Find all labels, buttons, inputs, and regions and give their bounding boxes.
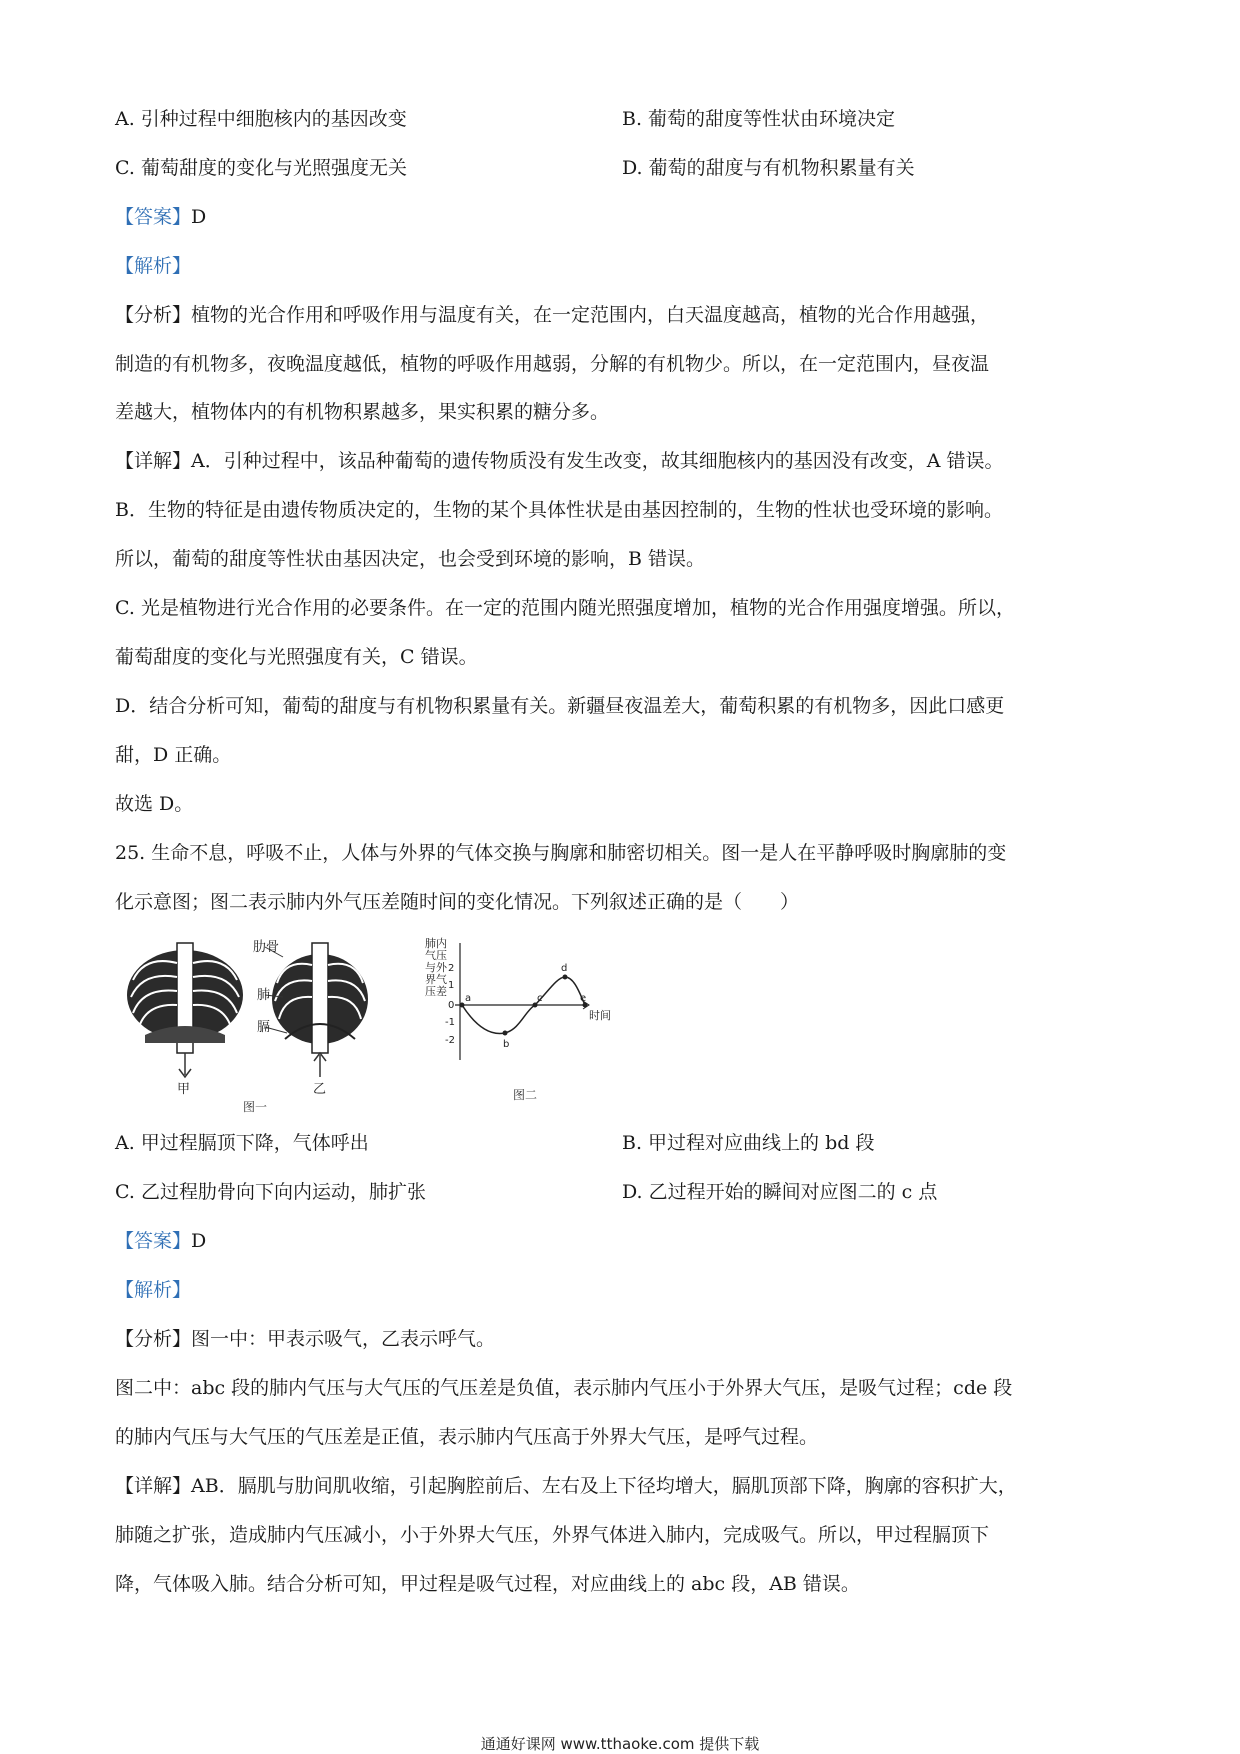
q24-fenxi-line-1: 【分析】植物的光合作用和呼吸作用与温度有关，在一定范围内，白天温度越高，植物的光合作用越强， <box>115 304 990 326</box>
q24-option-a: A. 引种过程中细胞核内的基因改变 <box>115 108 407 130</box>
q25-analysis-tag: 【解析】 <box>115 1279 192 1301</box>
xlabel: 时间 <box>589 1009 611 1022</box>
point-a <box>460 1003 465 1008</box>
q24-xiangjie-line-4: C. 光是植物进行光合作用的必要条件。在一定的范围内随光照强度增加，植物的光合作用强度增强。所以， <box>115 597 1015 619</box>
q24-option-d: D. 葡萄的甜度与有机物积累量有关 <box>622 157 915 179</box>
q25-option-d: D. 乙过程开始的瞬间对应图二的 c 点 <box>622 1181 938 1203</box>
answer-tag: 【答案】 <box>115 1230 192 1252</box>
q25-fenxi2-line-1: 图二中：abc 段的肺内气压与大气压的气压差是负值，表示肺内气压小于外界大气压，是吸气过程；cde 段 <box>115 1377 1013 1399</box>
q24-conclusion: 故选 D。 <box>115 793 194 815</box>
ylabel-3: 与外 <box>425 961 447 974</box>
q24-option-c: C. 葡萄甜度的变化与光照强度无关 <box>115 157 407 179</box>
ylabel-4: 界气 <box>425 973 447 986</box>
tick-neg1: -1 <box>445 1017 455 1028</box>
answer-value: D <box>191 1230 207 1252</box>
ylabel-5: 压差 <box>425 985 447 998</box>
label-rib: 肋骨 <box>253 940 280 955</box>
q24-option-b: B. 葡萄的甜度等性状由环境决定 <box>622 108 896 130</box>
q24-fenxi-line-2: 制造的有机物多，夜晚温度越低，植物的呼吸作用越弱，分解的有机物少。所以，在一定范围内，昼夜温 <box>115 353 990 375</box>
label-jia: 甲 <box>177 1082 191 1097</box>
q25-stem-line-1: 25. 生命不息，呼吸不止，人体与外界的气体交换与胸廓和肺密切相关。图一是人在平静呼吸时胸廓肺的变 <box>115 842 1007 864</box>
q24-analysis-tag: 【解析】 <box>115 255 192 277</box>
point-e-label: e <box>580 993 587 1004</box>
q24-xiangjie-line-1: 【详解】A．引种过程中，该品种葡萄的遗传物质没有发生改变，故其细胞核内的基因没有改变，A 错误。 <box>115 450 1004 472</box>
q24-answer <box>115 203 206 231</box>
ribcage-yi-illustration <box>272 943 368 1077</box>
point-a-label: a <box>465 993 472 1004</box>
q25-option-c: C. 乙过程肋骨向下向内运动，肺扩张 <box>115 1181 426 1203</box>
tick-0: 0 <box>448 1000 455 1011</box>
label-lung: 肺 <box>257 988 271 1003</box>
tick-2: 2 <box>448 963 455 974</box>
pressure-chart <box>425 936 611 1102</box>
point-b <box>503 1031 508 1036</box>
q25-stem-line-2: 化示意图；图二表示肺内外气压差随时间的变化情况。下列叙述正确的是（ ） <box>115 891 800 913</box>
point-d-label: d <box>561 963 568 974</box>
label-yi: 乙 <box>313 1082 327 1097</box>
q24-xiangjie-line-2: B．生物的特征是由遗传物质决定的，生物的某个具体性状是由基因控制的，生物的性状也受环境的影响。 <box>115 499 1003 521</box>
q24-fenxi-line-3: 差越大，植物体内的有机物积累越多，果实积累的糖分多。 <box>115 401 610 423</box>
q25-figure-svg <box>115 935 715 1115</box>
answer-tag: 【答案】 <box>115 206 192 228</box>
q24-xiangjie-line-5: 葡萄甜度的变化与光照强度有关，C 错误。 <box>115 646 478 668</box>
q25-fenxi: 【分析】图一中：甲表示吸气，乙表示呼气。 <box>115 1328 496 1350</box>
point-d <box>563 975 568 980</box>
q24-xiangjie-line-3: 所以，葡萄的甜度等性状由基因决定，也会受到环境的影响，B 错误。 <box>115 548 706 570</box>
tick-1: 1 <box>448 980 455 991</box>
label-diaphragm: 膈 <box>257 1020 271 1035</box>
q25-fenxi2-line-2: 的肺内气压与大气压的气压差是正值，表示肺内气压高于外界大气压，是呼气过程。 <box>115 1426 819 1448</box>
page-footer: 通通好课网 www.tthaoke.com 提供下载 <box>480 1735 760 1753</box>
ylabel-2: 气压 <box>425 949 447 962</box>
tick-neg2: -2 <box>445 1035 455 1046</box>
q25-figures <box>115 935 715 1115</box>
q25-xiangjie-line-1: 【详解】AB．膈肌与肋间肌收缩，引起胸腔前后、左右及上下径均增大，膈肌顶部下降，胸廓的容积扩大， <box>115 1475 1017 1497</box>
q25-xiangjie-line-3: 降，气体吸入肺。结合分析可知，甲过程是吸气过程，对应曲线上的 abc 段，AB 错误。 <box>115 1573 860 1595</box>
answer-value: D <box>191 206 207 228</box>
ribcage-jia-illustration <box>127 943 243 1077</box>
q25-option-a: A. 甲过程膈顶下降，气体呼出 <box>115 1132 369 1154</box>
q24-xiangjie-line-6: D．结合分析可知，葡萄的甜度与有机物积累量有关。新疆昼夜温差大，葡萄积累的有机物多，因此口感更 <box>115 695 1005 717</box>
q25-option-b: B. 甲过程对应曲线上的 bd 段 <box>622 1132 875 1154</box>
fig1-caption: 图一 <box>243 1100 268 1114</box>
point-b-label: b <box>503 1039 510 1050</box>
q25-answer <box>115 1227 206 1255</box>
q24-xiangjie-line-7: 甜，D 正确。 <box>115 744 232 766</box>
ylabel-1: 肺内 <box>425 937 447 950</box>
q25-xiangjie-line-2: 肺随之扩张，造成肺内气压减小，小于外界大气压，外界气体进入肺内，完成吸气。所以，甲过程膈顶下 <box>115 1524 990 1546</box>
fig2-caption: 图二 <box>513 1088 538 1102</box>
point-c-label: c <box>537 993 543 1004</box>
